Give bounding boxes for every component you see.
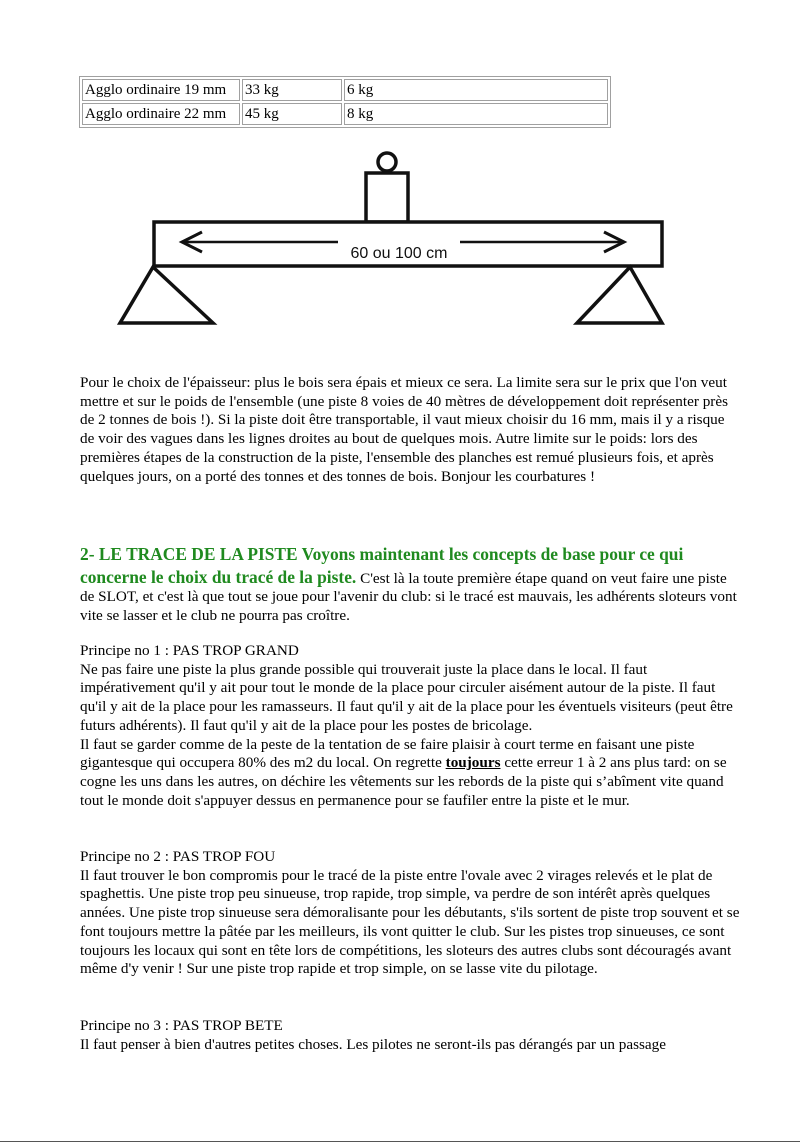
principe-3-text: Il faut penser à bien d'autres petites choses. Les pilotes ne seront-ils pas dérangés par un passage: [80, 1035, 667, 1053]
section-text: C'est là la toute première étape quand on veut faire une piste de SLOT, et c'est là que tout se joue pour l'avenir du club: si le tracé est mauvais, les adhérents sloteurs vont vite se lasser et le club ne pourra pas croître.: [80, 569, 737, 625]
table-row: [82, 79, 608, 101]
table-cell-material: Agglo ordinaire 19 mm: [82, 79, 240, 101]
section-paragraph: [80, 543, 740, 626]
principe-3: [80, 1017, 740, 1054]
weight-block: [366, 173, 408, 222]
diagram-label: 60 ou 100 cm: [350, 245, 448, 262]
intro-paragraph: Pour le choix de l'épaisseur: plus le bois sera épais et mieux ce sera. La limite sera sur le prix que l'on veut mettre et sur le poids de l'ensemble (une piste 8 voies de 40 mètres de développement doit représenter près de 2 tonnes de bois !). Si la piste doit être transportable, il vaut mieux choisir du 16 mm, mais il y a risque de voir des vagues dans les lignes droites au bout de quelques mois. Autre limite sur le poids: lors des premières étapes de la construction de la piste, l'ensemble des planches est remué plusieurs fois, et après quelques jours, on a porté des tonnes et des tonnes de bois. Bonjour les courbatures !: [80, 374, 728, 485]
right-support: [577, 267, 662, 323]
principe-2: [80, 848, 740, 979]
page-bottom-rule: [0, 1141, 800, 1142]
principe-1: [80, 642, 740, 810]
principe-1-text-c: cette erreur 1 à 2 ans plus tard: on se cogne les uns dans les autres, on déchire les vêtements sur les rebords de la piste qui s’abîment vite quand tout le monde doit s'appuyer dessus en permanence pour se faufiler entre la piste et le mur.: [80, 754, 727, 809]
table-cell-weight: 33 kg: [242, 79, 342, 101]
beam-diagram: [110, 148, 690, 358]
weight-hook: [378, 153, 396, 171]
principe-3-title: Principe no 3 : PAS TROP BETE: [80, 1017, 283, 1034]
principe-1-text-a: Ne pas faire une piste la plus grande possible qui trouverait juste la place dans le local. Il faut impérativement qu'il y ait pour tout le monde de la place pour circuler aisément autour de la piste. Il faut qu'il y ait de la place pour les ramasseurs. Il faut qu'il y ait de la place pour les éventuels visiteurs (peut être futurs adhérents). Il faut qu'il y ait de la place pour les postes de bricolage.: [80, 660, 733, 734]
table-cell-extra: 6 kg: [344, 79, 608, 101]
section-heading: 2- LE TRACE DE LA PISTE Voyons maintenant les concepts de base pour ce qui concerne le choix du tracé de la piste.: [80, 544, 684, 587]
principe-2-text: Il faut trouver le bon compromis pour le tracé de la piste entre l'ovale avec 2 virages relevés et le plat de spaghettis. Une piste trop peu sinueuse, trop rapide, trop simple, va perdre de son intérêt après quelques années. Une piste trop sinueuse sera démoralisante pour les débutants, s'ils sortent de piste trop souvent et se font toujours mettre la pâtée par les meilleurs, ils vont quitter le club. Sur les pistes trop sinueuses, ce sont toujours les locaux qui sont en tête lors de compétitions, les sloteurs des autres clubs sont découragés avant même d'y venir ! Sur une piste trop rapide et trop simple, on se lasse vite du pilotage.: [80, 866, 740, 978]
table-cell-weight: 45 kg: [242, 103, 342, 125]
table-row: [82, 103, 608, 125]
principe-1-title: Principe no 1 : PAS TROP GRAND: [80, 642, 299, 659]
principe-1-emphasis: toujours: [445, 754, 501, 772]
weights-table: [79, 76, 611, 128]
principe-2-title: Principe no 2 : PAS TROP FOU: [80, 848, 276, 865]
table-cell-material: Agglo ordinaire 22 mm: [82, 103, 240, 125]
principe-1-text-b: Il faut se garder comme de la peste de la tentation de se faire plaisir à court terme en faisant une piste gigantesque qui occupera 80% des m2 du local. On regrette: [80, 735, 695, 772]
table-cell-extra: 8 kg: [344, 103, 608, 125]
left-support: [120, 267, 213, 323]
